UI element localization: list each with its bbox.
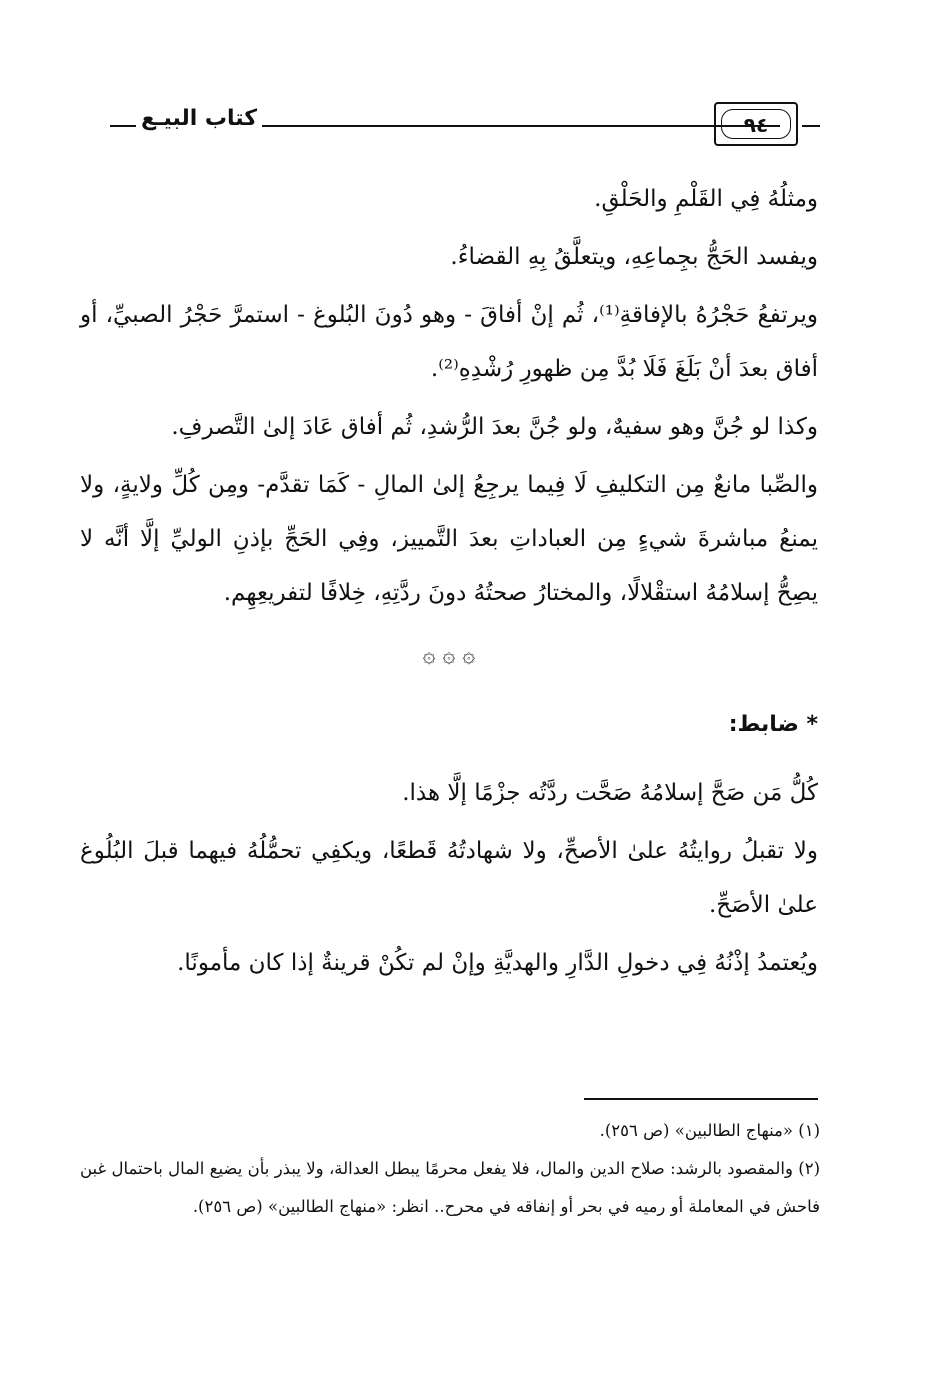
page-number: ٩٤ bbox=[721, 109, 791, 139]
header-dash-right bbox=[802, 125, 820, 127]
paragraph: ويرتفعُ حَجْرُهُ بالإفاقةِ⁽¹⁾، ثُم إنْ أفاقَ - وهو دُونَ البُلوغ - استمرَّ حَجْرُ الصبيِّ، أو أفاق بعدَ أنْ بَلَغَ فَلَا بُدَّ مِن ظهورِ رُشْدِهِ⁽²⁾. bbox=[80, 302, 818, 382]
footnotes bbox=[80, 1112, 820, 1226]
paragraph: وكذا لو جُنَّ وهو سفيهٌ، ولو جُنَّ بعدَ الرُّشدِ، ثُم أفاق عَادَ إلىٰ التَّصرفِ. bbox=[171, 414, 818, 440]
paragraph: كُلُّ مَن صَحَّ إسلامُهُ صَحَّت ردَّتُه جزْمًا إلَّا هذا. bbox=[402, 780, 818, 806]
paragraph: والصِّبا مانعٌ مِن التكليفِ لَا فِيما يرجِعُ إلىٰ المالِ - كَمَا تقدَّم- ومِن كُلِّ ولايةٍ، ولا يمنعُ مباشرةَ شيءٍ مِن العباداتِ بعدَ التَّمييز، وفِي الحَجِّ بإذنِ الوليِّ إلَّا أنَّه لا يصِحُّ إسلامُهُ استقْلالًا، والمختارُ صحتُهُ دونَ ردَّتِهِ، خِلافًا لتفريعِهِم. bbox=[80, 472, 818, 606]
section-ornament: ۞ ۞ ۞ bbox=[422, 643, 476, 668]
paragraph: ويفسد الحَجُّ بجِماعِهِ، ويتعلَّقُ بِهِ القضاءُ. bbox=[450, 244, 818, 270]
footnote-separator bbox=[584, 1098, 818, 1100]
paragraph: ولا تقبلُ روايتُهُ علىٰ الأصحِّ، ولا شهادتُهُ قَطعًا، ويكفِي تحمُّلُهُ فيهما قبلَ البُلُوغ علىٰ الأصَحِّ. bbox=[80, 838, 818, 918]
page-header bbox=[110, 102, 820, 148]
paragraph: ويُعتمدُ إذْنُهُ فِي دخولِ الدَّارِ والهديَّةِ وإنْ لم تكُنْ قرينةٌ إذا كان مأمونًا. bbox=[177, 950, 818, 976]
header-rule bbox=[262, 125, 780, 127]
book-title: كتاب البيـع bbox=[140, 106, 258, 131]
footnote: (١) «منهاج الطالبين» (ص ٢٥٦). bbox=[599, 1121, 820, 1140]
footnote: (٢) والمقصود بالرشد: صلاح الدين والمال، فلا يفعل محرمًا يبطل العدالة، ولا يبذر بأن يضيع المال باحتمال غبن فاحش في المعاملة أو رميه في بحر أو إنفاقه في محرح.. انظر: «منهاج الطالبين» (ص ٢٥٦). bbox=[80, 1159, 820, 1216]
main-text bbox=[80, 172, 818, 994]
paragraph: ومثلُهُ فِي القَلْمِ والحَلْقِ. bbox=[594, 186, 818, 212]
rule-heading: * ضابط: bbox=[728, 712, 818, 737]
header-dash-left bbox=[110, 125, 136, 127]
page-number-frame bbox=[714, 102, 798, 146]
